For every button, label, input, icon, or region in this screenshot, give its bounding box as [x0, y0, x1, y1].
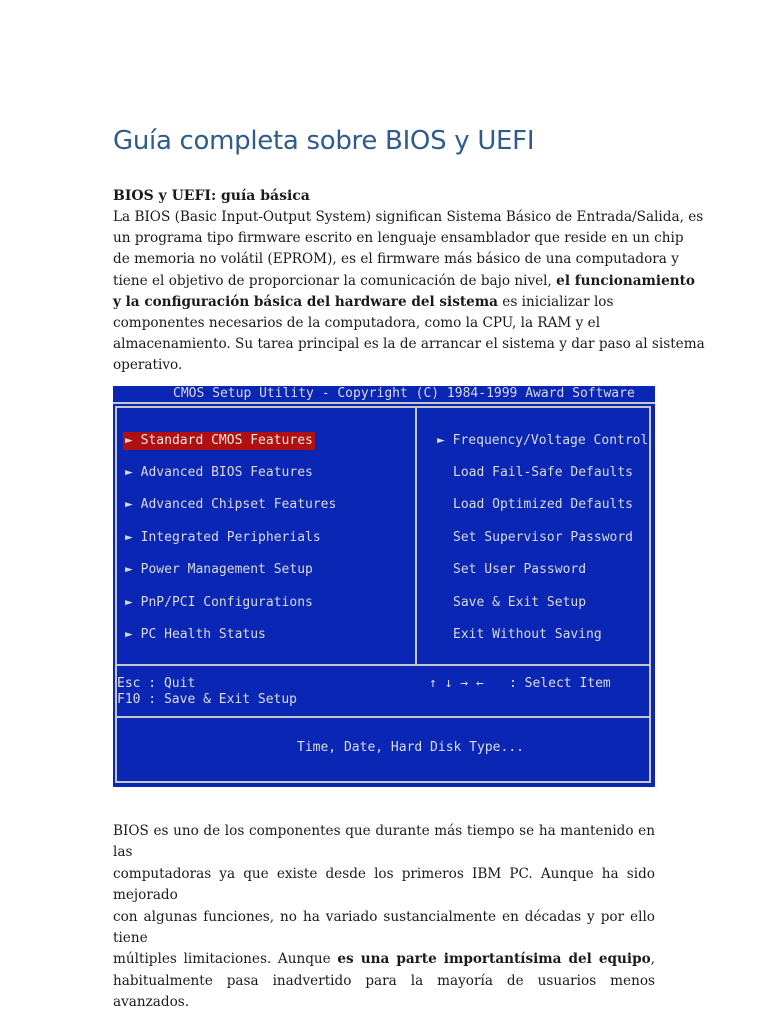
- body-paragraph: [113, 821, 655, 1014]
- bios-menu-save-exit[interactable]: Save & Exit Setup: [453, 595, 587, 610]
- bios-vertical-divider: [415, 406, 417, 664]
- bios-footer-hint: Time, Date, Hard Disk Type...: [297, 740, 524, 755]
- paragraph-line: almacenamiento. Su tarea principal es la de arrancar el sistema y dar paso al sistema: [113, 336, 705, 353]
- bios-menu-load-failsafe[interactable]: Load Fail-Safe Defaults: [453, 465, 634, 480]
- text-run: múltiples limitaciones. Aunque: [113, 951, 338, 968]
- bios-divider: [115, 664, 651, 666]
- menu-item-label: Advanced BIOS Features: [140, 465, 313, 480]
- arrow-right-icon: ►: [125, 497, 133, 512]
- arrow-right-icon: ►: [125, 627, 133, 642]
- bios-screenshot: [113, 386, 655, 787]
- paragraph-line: BIOS es uno de los componentes que durante más tiempo se ha mantenido en las: [113, 823, 655, 861]
- arrow-right-icon: ►: [125, 562, 133, 577]
- paragraph-line: habitualmente pasa inadvertido para la mayoría de usuarios menos avanzados.: [113, 972, 655, 1011]
- paragraph-line: [113, 271, 695, 292]
- bios-help-f10: F10 : Save & Exit Setup: [117, 692, 298, 707]
- arrow-right-icon: ►: [125, 595, 133, 610]
- bios-menu-pnp-pci[interactable]: [123, 594, 315, 612]
- arrow-right-icon: ►: [125, 465, 133, 480]
- menu-item-label: PnP/PCI Configurations: [140, 595, 313, 610]
- paragraph-line: La BIOS (Basic Input-Output System) significan Sistema Básico de Entrada/Salida, es: [113, 209, 704, 225]
- menu-item-label: Advanced Chipset Features: [140, 497, 337, 512]
- bios-header-bar: [113, 386, 655, 404]
- bios-menu-power-management[interactable]: [123, 561, 315, 579]
- text-run: ,: [650, 951, 655, 968]
- bios-divider: [115, 716, 651, 718]
- menu-item-label: Integrated Peripherials: [140, 530, 321, 545]
- bios-menu-exit-without-saving[interactable]: Exit Without Saving: [453, 627, 602, 642]
- bold-text: es una parte importantísima del equipo: [337, 951, 651, 968]
- page-title: Guía completa sobre BIOS y UEFI: [113, 126, 535, 156]
- bios-help-select: : Select Item: [509, 676, 611, 691]
- text-run: tiene el objetivo de proporcionar la comunicación de bajo nivel,: [113, 272, 557, 289]
- text-run: es inicializar los: [497, 293, 614, 310]
- paragraph-line: de memoria no volátil (EPROM), es el firmware más básico de una computadora y: [113, 251, 679, 268]
- bios-menu-integrated-peripherals[interactable]: [123, 529, 323, 547]
- bios-menu-user-password[interactable]: Set User Password: [453, 562, 587, 577]
- bios-help-arrows: ↑ ↓ → ←: [429, 676, 484, 691]
- bios-menu-supervisor-password[interactable]: Set Supervisor Password: [453, 530, 634, 545]
- bold-text: y la configuración básica del hardware del sistema: [113, 293, 498, 310]
- intro-paragraph: [113, 207, 705, 377]
- menu-item-label: Standard CMOS Features: [140, 433, 313, 448]
- paragraph-line: [113, 949, 655, 970]
- menu-item-label: Power Management Setup: [140, 562, 313, 577]
- paragraph-line: computadoras ya que existe desde los primeros IBM PC. Aunque ha sido mejorado: [113, 865, 655, 904]
- arrow-right-icon: ►: [125, 530, 133, 545]
- menu-item-label: Frequency/Voltage Control: [452, 433, 649, 448]
- bold-text: el funcionamiento: [556, 272, 695, 289]
- paragraph-line: con algunas funciones, no ha variado sustancialmente en décadas y por ello tiene: [113, 908, 655, 947]
- paragraph-line: componentes necesarios de la computadora, como la CPU, la RAM y el: [113, 315, 601, 332]
- arrow-right-icon: ►: [437, 433, 445, 448]
- paragraph-line: un programa tipo firmware escrito en lenguaje ensamblador que reside en un chip: [113, 230, 684, 247]
- menu-item-label: PC Health Status: [140, 627, 266, 642]
- bios-help-esc: Esc : Quit: [117, 676, 196, 691]
- bios-menu-advanced-chipset[interactable]: [123, 496, 338, 514]
- bios-menu-frequency-voltage[interactable]: [435, 432, 650, 450]
- bios-menu-standard-cmos[interactable]: [123, 432, 315, 450]
- section-subtitle: BIOS y UEFI: guía básica: [113, 188, 310, 204]
- bios-menu-pc-health[interactable]: [123, 626, 268, 644]
- paragraph-line: [113, 292, 655, 313]
- paragraph-line: operativo.: [113, 357, 183, 374]
- arrow-right-icon: ►: [125, 433, 133, 448]
- bios-menu-advanced-bios[interactable]: [123, 464, 315, 482]
- bios-header-title: CMOS Setup Utility - Copyright (C) 1984-1999 Award Software: [173, 386, 635, 401]
- bios-menu-load-optimized[interactable]: Load Optimized Defaults: [453, 497, 634, 512]
